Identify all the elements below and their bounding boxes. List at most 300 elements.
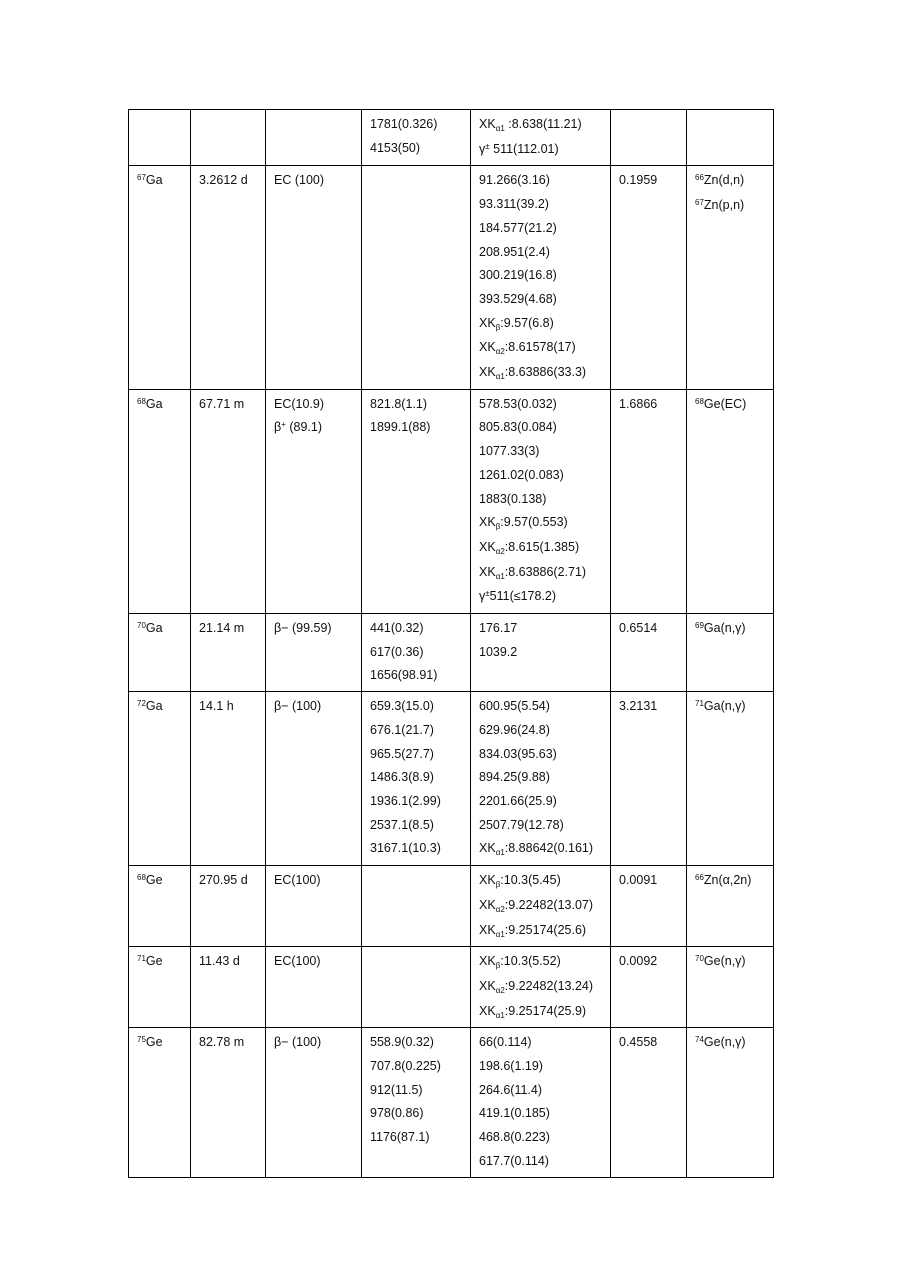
- cell-line: [274, 695, 361, 719]
- cell-line: [479, 1102, 610, 1126]
- nuclide-cell: [129, 1028, 191, 1177]
- cell-text: 629.96(24.8): [479, 722, 550, 737]
- production-route-cell: [687, 389, 774, 613]
- cell-text: XK: [479, 1003, 496, 1018]
- cell-text: :8.63886(2.71): [504, 564, 587, 579]
- cell-text: β− (100): [274, 1035, 322, 1050]
- cell-line: [479, 217, 610, 241]
- cell-line: [479, 336, 610, 361]
- cell-line: [137, 169, 190, 194]
- cell-line: [274, 416, 361, 441]
- half-life-cell: [191, 1028, 266, 1177]
- gamma-energy-cell: [471, 866, 611, 947]
- cell-text: 1883(0.138): [479, 491, 547, 506]
- cell-line: [479, 1000, 610, 1025]
- cell-text: EC(100): [274, 873, 321, 888]
- beta-energy-cell: [362, 866, 471, 947]
- cell-line: [619, 393, 686, 417]
- decay-mode-cell: [266, 1028, 362, 1177]
- nuclide-cell: [129, 389, 191, 613]
- cell-line: [137, 1031, 190, 1056]
- table-row: [129, 692, 774, 866]
- decay-mode-cell: [266, 866, 362, 947]
- cell-line: [199, 950, 265, 974]
- cell-line: [479, 919, 610, 944]
- nuclide-cell: [129, 166, 191, 389]
- cell-line: [370, 1031, 470, 1055]
- cell-text: 82.78 m: [199, 1035, 245, 1050]
- cell-text: 2537.1(8.5): [370, 817, 434, 832]
- cell-line: [479, 440, 610, 464]
- cell-line: [370, 743, 470, 767]
- cell-line: [479, 511, 610, 536]
- cell-text: γ: [479, 589, 486, 604]
- decay-mode-cell: [266, 166, 362, 389]
- cell-text: XK: [479, 873, 496, 888]
- cell-text: 270.95 d: [199, 873, 248, 888]
- production-route-cell: [687, 1028, 774, 1177]
- cell-line: [695, 1031, 773, 1056]
- cell-text: Ge(EC): [703, 396, 747, 411]
- cell-text: Ge(n,γ): [703, 1035, 746, 1050]
- cell-text: :10.3(5.52): [500, 954, 561, 969]
- cell-line: [695, 393, 773, 418]
- cell-line: [479, 837, 610, 862]
- cell-line: [479, 1126, 610, 1150]
- cell-line: [479, 488, 610, 512]
- cell-line: [479, 719, 610, 743]
- subscript-text: β: [495, 322, 501, 332]
- half-life-cell: [191, 614, 266, 692]
- cell-line: [137, 617, 190, 642]
- cell-line: [479, 585, 610, 610]
- cell-line: [137, 869, 190, 894]
- superscript-text: 66: [695, 173, 704, 183]
- cell-text: 558.9(0.32): [370, 1035, 434, 1050]
- cell-text: XK: [479, 315, 496, 330]
- cell-line: [199, 1031, 265, 1055]
- cell-text: XK: [479, 539, 496, 554]
- cell-text: 805.83(0.084): [479, 420, 557, 435]
- cell-text: 1.6866: [619, 396, 658, 411]
- cell-text: β: [274, 420, 282, 435]
- cell-text: 617.7(0.114): [479, 1153, 549, 1168]
- nuclide-cell: [129, 947, 191, 1028]
- nuclide-cell: [129, 614, 191, 692]
- cell-text: 66(0.114): [479, 1035, 532, 1050]
- cell-text: XK: [479, 841, 496, 856]
- superscript-text: 71: [137, 954, 146, 964]
- gamma-energy-cell: [471, 389, 611, 613]
- q-value-cell: [611, 692, 687, 866]
- decay-mode-cell: [266, 947, 362, 1028]
- cell-text: EC(10.9): [274, 396, 325, 411]
- cell-line: [479, 1079, 610, 1103]
- cell-text: :9.25174(25.9): [504, 1003, 587, 1018]
- cell-text: 468.8(0.223): [479, 1130, 550, 1145]
- superscript-text: 75: [137, 1035, 146, 1045]
- nuclide-cell: [129, 866, 191, 947]
- cell-text: 184.577(21.2): [479, 220, 557, 235]
- cell-text: 978(0.86): [370, 1106, 424, 1121]
- q-value-cell: [611, 110, 687, 166]
- beta-energy-cell: [362, 1028, 471, 1177]
- beta-energy-cell: [362, 692, 471, 866]
- cell-line: [479, 641, 610, 665]
- beta-energy-cell: [362, 166, 471, 389]
- production-route-cell: [687, 110, 774, 166]
- cell-text: XK: [479, 340, 496, 355]
- cell-line: [370, 617, 470, 641]
- q-value-cell: [611, 166, 687, 389]
- cell-line: [479, 1055, 610, 1079]
- q-value-cell: [611, 389, 687, 613]
- cell-text: 1486.3(8.9): [370, 770, 434, 785]
- production-route-cell: [687, 866, 774, 947]
- cell-text: 1176(87.1): [370, 1130, 430, 1145]
- cell-line: [370, 766, 470, 790]
- gamma-energy-cell: [471, 166, 611, 389]
- half-life-cell: [191, 692, 266, 866]
- production-route-cell: [687, 614, 774, 692]
- cell-text: :9.25174(25.6): [504, 922, 587, 937]
- subscript-text: β: [495, 961, 501, 971]
- cell-text: 93.311(39.2): [479, 197, 549, 212]
- cell-text: 965.5(27.7): [370, 746, 434, 761]
- production-route-cell: [687, 692, 774, 866]
- beta-energy-cell: [362, 389, 471, 613]
- cell-line: [479, 790, 610, 814]
- cell-text: 912(11.5): [370, 1082, 423, 1097]
- q-value-cell: [611, 866, 687, 947]
- cell-text: XK: [479, 117, 496, 131]
- cell-text: :8.88642(0.161): [504, 841, 594, 856]
- table-row: [129, 110, 774, 166]
- cell-text: 198.6(1.19): [479, 1059, 543, 1074]
- cell-text: EC (100): [274, 173, 325, 188]
- beta-energy-cell: [362, 110, 471, 166]
- cell-text: 1077.33(3): [479, 444, 540, 459]
- cell-text: Ga: [145, 396, 163, 411]
- cell-text: 659.3(15.0): [370, 699, 434, 714]
- cell-line: [695, 169, 773, 194]
- subscript-text: α1: [495, 848, 505, 858]
- cell-line: [695, 695, 773, 720]
- cell-line: [479, 1150, 610, 1174]
- superscript-text: ±: [485, 141, 490, 151]
- beta-energy-cell: [362, 614, 471, 692]
- cell-text: 3.2612 d: [199, 173, 248, 188]
- production-route-cell: [687, 947, 774, 1028]
- superscript-text: ±: [485, 589, 490, 599]
- cell-line: [199, 617, 265, 641]
- cell-text: 0.0092: [619, 954, 658, 969]
- subscript-text: α1: [495, 1010, 505, 1020]
- cell-line: [199, 695, 265, 719]
- cell-text: Ge: [145, 954, 163, 969]
- half-life-cell: [191, 166, 266, 389]
- cell-line: [137, 393, 190, 418]
- cell-line: [479, 288, 610, 312]
- table-row: [129, 614, 774, 692]
- cell-line: [479, 241, 610, 265]
- cell-text: XK: [479, 365, 496, 380]
- cell-line: [370, 790, 470, 814]
- production-route-cell: [687, 166, 774, 389]
- cell-line: [370, 137, 470, 161]
- cell-line: [479, 169, 610, 193]
- superscript-text: 68: [695, 396, 704, 406]
- cell-line: [479, 361, 610, 386]
- cell-text: 14.1 h: [199, 699, 234, 714]
- cell-text: 67.71 m: [199, 396, 245, 411]
- cell-line: [479, 416, 610, 440]
- cell-line: [479, 1031, 610, 1055]
- cell-text: Ga(n,γ): [703, 621, 746, 636]
- cell-text: 2507.79(12.78): [479, 817, 564, 832]
- cell-line: [479, 617, 610, 641]
- cell-text: 834.03(95.63): [479, 746, 557, 761]
- table-row: [129, 866, 774, 947]
- cell-text: 0.6514: [619, 621, 658, 636]
- cell-text: 0.0091: [619, 873, 658, 888]
- cell-text: 1039.2: [479, 644, 518, 659]
- cell-line: [370, 664, 470, 688]
- superscript-text: +: [281, 420, 286, 430]
- subscript-text: α2: [495, 985, 505, 995]
- cell-text: 441(0.32): [370, 621, 424, 636]
- cell-line: [619, 869, 686, 893]
- superscript-text: 66: [695, 873, 704, 883]
- gamma-energy-cell: [471, 614, 611, 692]
- cell-text: XK: [479, 922, 496, 937]
- cell-line: [619, 950, 686, 974]
- subscript-text: α2: [495, 347, 505, 357]
- cell-text: XK: [479, 897, 496, 912]
- cell-text: :9.22482(13.24): [504, 978, 594, 993]
- table-row: [129, 166, 774, 389]
- subscript-text: β: [495, 880, 501, 890]
- superscript-text: 71: [695, 699, 704, 709]
- cell-text: 894.25(9.88): [479, 770, 550, 785]
- cell-line: [370, 695, 470, 719]
- cell-text: 0.1959: [619, 173, 658, 188]
- cell-line: [370, 393, 470, 417]
- cell-text: 393.529(4.68): [479, 291, 557, 306]
- cell-text: 264.6(11.4): [479, 1082, 543, 1097]
- subscript-text: α1: [495, 124, 505, 133]
- half-life-cell: [191, 389, 266, 613]
- subscript-text: α1: [495, 929, 505, 939]
- cell-text: Ge: [145, 1035, 163, 1050]
- cell-line: [619, 617, 686, 641]
- superscript-text: 74: [695, 1035, 704, 1045]
- cell-text: 21.14 m: [199, 621, 245, 636]
- subscript-text: α1: [495, 571, 505, 581]
- superscript-text: 67: [695, 198, 704, 208]
- cell-text: XK: [479, 954, 496, 969]
- cell-line: [479, 138, 610, 163]
- cell-line: [370, 1126, 470, 1150]
- cell-line: [199, 393, 265, 417]
- cell-text: Ga: [145, 621, 163, 636]
- cell-line: [479, 814, 610, 838]
- nuclide-decay-table: [128, 109, 774, 1178]
- cell-text: β− (99.59): [274, 621, 332, 636]
- cell-line: [137, 950, 190, 975]
- gamma-energy-cell: [471, 692, 611, 866]
- cell-text: 1261.02(0.083): [479, 467, 564, 482]
- cell-text: 1899.1(88): [370, 420, 431, 435]
- cell-line: [479, 113, 610, 138]
- cell-line: [695, 617, 773, 642]
- subscript-text: α2: [495, 546, 505, 556]
- cell-line: [370, 1102, 470, 1126]
- cell-text: :9.57(0.553): [500, 515, 568, 530]
- decay-mode-cell: [266, 614, 362, 692]
- cell-line: [479, 264, 610, 288]
- cell-text: XK: [479, 515, 496, 530]
- half-life-cell: [191, 866, 266, 947]
- cell-line: [274, 393, 361, 417]
- cell-line: [479, 464, 610, 488]
- cell-line: [619, 1031, 686, 1055]
- cell-line: [137, 695, 190, 720]
- subscript-text: α1: [495, 372, 505, 382]
- cell-line: [479, 894, 610, 919]
- cell-line: [199, 169, 265, 193]
- cell-text: 176.17: [479, 621, 518, 636]
- gamma-energy-cell: [471, 1028, 611, 1177]
- cell-text: 11.43 d: [199, 954, 240, 969]
- cell-line: [370, 1055, 470, 1079]
- cell-text: 1656(98.91): [370, 668, 438, 683]
- cell-line: [370, 113, 470, 137]
- cell-text: 1936.1(2.99): [370, 793, 441, 808]
- cell-line: [479, 312, 610, 337]
- gamma-energy-cell: [471, 110, 611, 166]
- cell-line: [274, 869, 361, 893]
- cell-text: :8.61578(17): [504, 340, 576, 355]
- gamma-energy-cell: [471, 947, 611, 1028]
- cell-text: γ: [479, 141, 486, 156]
- subscript-text: β: [495, 522, 501, 532]
- cell-text: 821.8(1.1): [370, 396, 427, 411]
- cell-text: 676.1(21.7): [370, 722, 434, 737]
- cell-text: 419.1(0.185): [479, 1106, 550, 1121]
- cell-text: :9.57(6.8): [500, 315, 554, 330]
- subscript-text: α2: [495, 904, 505, 914]
- cell-text: 511(112.01): [489, 141, 559, 156]
- cell-line: [370, 719, 470, 743]
- half-life-cell: [191, 947, 266, 1028]
- cell-text: 707.8(0.225): [370, 1059, 441, 1074]
- cell-line: [479, 561, 610, 586]
- half-life-cell: [191, 110, 266, 166]
- cell-text: XK: [479, 564, 496, 579]
- cell-line: [370, 837, 470, 861]
- cell-text: :9.22482(13.07): [504, 897, 594, 912]
- cell-line: [370, 416, 470, 440]
- cell-text: Zn(α,2n): [703, 873, 752, 888]
- cell-text: Zn(p,n): [703, 198, 745, 213]
- cell-text: :8.615(1.385): [504, 539, 580, 554]
- table-body: [129, 110, 774, 1178]
- cell-line: [479, 950, 610, 975]
- cell-line: [619, 695, 686, 719]
- cell-text: β− (100): [274, 699, 322, 714]
- cell-line: [695, 950, 773, 975]
- cell-text: :8.63886(33.3): [504, 365, 587, 380]
- cell-line: [370, 814, 470, 838]
- cell-line: [370, 641, 470, 665]
- cell-text: Zn(d,n): [703, 173, 745, 188]
- cell-line: [695, 869, 773, 894]
- superscript-text: 70: [137, 621, 146, 631]
- cell-line: [479, 975, 610, 1000]
- cell-text: 578.53(0.032): [479, 396, 557, 411]
- cell-text: Ga(n,γ): [703, 699, 746, 714]
- cell-text: 3.2131: [619, 699, 658, 714]
- cell-text: Ga: [145, 699, 163, 714]
- decay-mode-cell: [266, 389, 362, 613]
- superscript-text: 68: [137, 873, 146, 883]
- cell-line: [274, 169, 361, 193]
- cell-text: 511(≤178.2): [489, 589, 557, 604]
- superscript-text: 70: [695, 954, 704, 964]
- cell-text: 617(0.36): [370, 644, 424, 659]
- cell-text: Ge: [145, 873, 163, 888]
- cell-text: 600.95(5.54): [479, 699, 550, 714]
- decay-mode-cell: [266, 110, 362, 166]
- superscript-text: 72: [137, 699, 146, 709]
- cell-text: 4153(50): [370, 140, 421, 155]
- cell-text: 1781(0.326): [370, 117, 438, 131]
- cell-line: [479, 393, 610, 417]
- cell-line: [619, 169, 686, 193]
- superscript-text: 69: [695, 621, 704, 631]
- nuclide-cell: [129, 110, 191, 166]
- cell-line: [479, 869, 610, 894]
- cell-text: 300.219(16.8): [479, 268, 557, 283]
- cell-text: Ge(n,γ): [703, 954, 746, 969]
- cell-text: 208.951(2.4): [479, 244, 550, 259]
- cell-line: [479, 193, 610, 217]
- cell-line: [370, 1079, 470, 1103]
- cell-line: [479, 766, 610, 790]
- cell-text: EC(100): [274, 954, 321, 969]
- cell-text: :10.3(5.45): [500, 873, 561, 888]
- cell-text: 2201.66(25.9): [479, 793, 557, 808]
- cell-text: 0.4558: [619, 1035, 658, 1050]
- decay-mode-cell: [266, 692, 362, 866]
- q-value-cell: [611, 947, 687, 1028]
- cell-text: 3167.1(10.3): [370, 841, 441, 856]
- superscript-text: 68: [137, 396, 146, 406]
- cell-line: [274, 1031, 361, 1055]
- superscript-text: 67: [137, 173, 146, 183]
- table-row: [129, 947, 774, 1028]
- cell-text: Ga: [145, 173, 163, 188]
- cell-line: [479, 695, 610, 719]
- cell-line: [479, 536, 610, 561]
- nuclide-cell: [129, 692, 191, 866]
- cell-text: :8.638(11.21): [504, 117, 582, 131]
- table-row: [129, 1028, 774, 1177]
- cell-text: (89.1): [285, 420, 323, 435]
- table-row: [129, 389, 774, 613]
- cell-line: [695, 194, 773, 219]
